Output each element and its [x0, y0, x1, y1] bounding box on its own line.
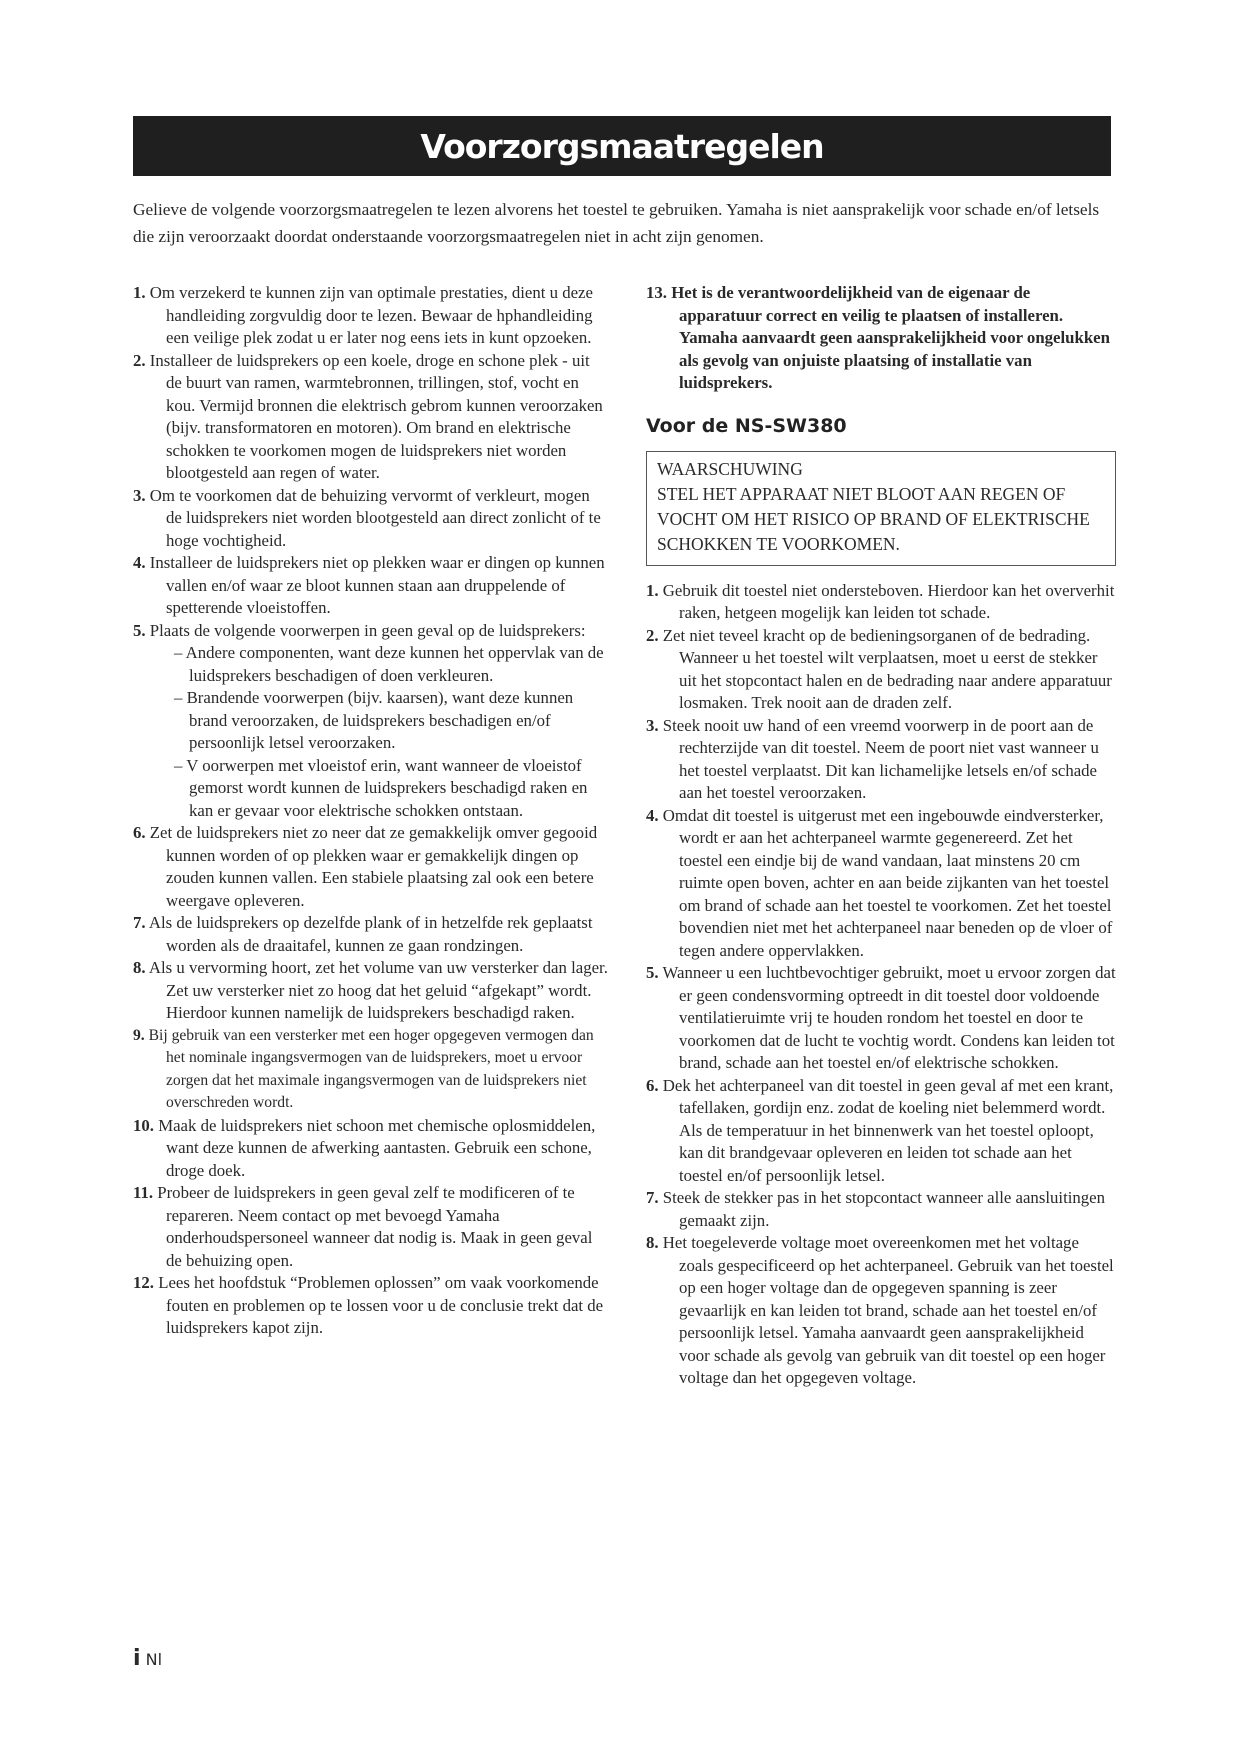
item-text: Wanneer u een luchtbevochtiger gebruikt, moet u ervoor zorgen dat er geen condensvorming optreedt in dit toestel door voldoende ventilatieruimte vrij te houden rondom het toestel en door te voorkomen dat de lucht te vochtig wordt. Condens kan leiden tot brand, schade aan het toestel en/of elektrische schokken. [662, 963, 1116, 1072]
list-item [133, 1025, 608, 1115]
item-text: Het toegeleverde voltage moet overeenkomen met het voltage zoals gespecificeerd op het achterpaneel. Gebruik van het toestel op een hoger voltage dan de opgegeven spanning is zeer gevaarlijk en kan leiden tot brand, schade aan het toestel en/of persoonlijk letsel. Yamaha aanvaardt geen aansprakelijkheid voor schade als gevolg van gebruik van dit toestel op een hoger voltage dan het opgegeven voltage. [662, 1233, 1114, 1387]
item-number: 7. [133, 913, 146, 932]
list-item [133, 552, 608, 620]
item-number: 11. [133, 1183, 154, 1202]
list-item [133, 620, 608, 643]
list-item [133, 282, 608, 350]
item-text: Zet niet teveel kracht op de bedieningsorganen of de bedrading. Wanneer u het toestel wilt verplaatsen, moet u eerst de stekker uit het stopcontact halen en de bedrading naar andere apparatuur losmaken. Trek nooit aan de draden zelf. [662, 625, 1112, 712]
item-number: 1. [133, 283, 146, 302]
item-number: 6. [133, 823, 146, 842]
warning-heading: WAARSCHUWING [657, 458, 803, 479]
item-number: 3. [133, 485, 146, 505]
list-item [646, 805, 1116, 963]
item-text: Als de luidsprekers op dezelfde plank of in hetzelfde rek geplaatst worden als de draaitafel, kunnen ze gaan rondzingen. [148, 913, 593, 955]
item-text: Lees het hoofdstuk “Problemen oplossen” om vaak voorkomende fouten en problemen op te lossen voor u de conclusie trekt dat de luidsprekers kapot zijn. [158, 1273, 604, 1337]
item-number: 8. [133, 958, 146, 977]
left-column [133, 282, 608, 1340]
list-item [133, 822, 608, 912]
list-item [646, 1075, 1116, 1188]
sub-item: – V oorwerpen met vloeistof erin, want wanneer de vloeistof gemorst wordt kunnen de luidsprekers beschadigd raken en kan er gevaar voor elektrische schokken ontstaan. [174, 755, 588, 820]
list-item [133, 1182, 608, 1272]
list-item [646, 580, 1116, 625]
list-item [646, 1187, 1116, 1232]
item-text: Installeer de luidsprekers op een koele, droge en schone plek - uit de buurt van ramen, warmtebronnen, trillingen, stof, vocht en kou. Vermijd bronnen die elektrisch gebrom kunnen veroorzaken (bijv. transformatoren en motoren). Om brand en elektrische schokken te voorkomen mogen de luidsprekers niet worden blootgesteld aan regen of water. [149, 350, 603, 482]
item-number: 1. [646, 580, 659, 600]
list-item [133, 1272, 608, 1340]
sub-item: – Brandende voorwerpen (bijv. kaarsen), want deze kunnen brand veroorzaken, de luidsprekers beschadigen en/of persoonlijk letsel veroorzaken. [174, 688, 574, 752]
item-text: Probeer de luidsprekers in geen geval zelf te modificeren of te repareren. Neem contact op met bevoegd Yamaha onderhoudspersoneel wanneer dat nodig is. Maak in geen geval de behuizing open. [157, 1183, 593, 1270]
list-item [133, 350, 608, 485]
item-text: Steek de stekker pas in het stopcontact wanneer alle aansluitingen gemaakt zijn. [662, 1188, 1106, 1230]
item-number: 12. [133, 1273, 154, 1292]
item-text: Installeer de luidsprekers niet op plekken waar er dingen op kunnen vallen en/of waar ze bloot kunnen staan aan druppelende of spetterende vloeistoffen. [149, 553, 605, 617]
item-number: 2. [646, 625, 659, 645]
item-number: 4. [133, 553, 146, 572]
page-number: i [133, 1646, 141, 1671]
warning-box [646, 451, 1116, 566]
item-text: Gebruik dit toestel niet ondersteboven. Hierdoor kan het oververhit raken, hetgeen mogelijk kan leiden tot schade. [662, 580, 1115, 622]
list-item [133, 912, 608, 957]
list-item [133, 1115, 608, 1183]
item-text: Maak de luidsprekers niet schoon met chemische oplosmiddelen, want deze kunnen de afwerking aantasten. Gebruik een schone, droge doek. [158, 1115, 596, 1180]
item-number: 5. [646, 963, 659, 982]
language-code: Nl [145, 1650, 163, 1669]
item-text: Het is de verantwoordelijkheid van de eigenaar de apparatuur correct en veilig te plaatsen of installeren. Yamaha aanvaardt geen aansprakelijkheid voor ongelukken als gevolg van onjuiste plaatsing of installatie van luidsprekers. [671, 283, 1110, 392]
list-item [646, 715, 1116, 805]
item-number: 13. [646, 283, 667, 302]
list-item [133, 485, 608, 553]
item-text: Zet de luidsprekers niet zo neer dat ze gemakkelijk omver gegooid kunnen worden of op plekken waar er gemakkelijk dingen op zouden kunnen vallen. Een stabiele plaatsing zal ook een betere weergave opleveren. [149, 823, 598, 910]
item-text: Steek nooit uw hand of een vreemd voorwerp in de poort aan de rechterzijde van dit toestel. Neem de poort niet vast wanneer u het toestel verplaatst. Dit kan lichamelijke letsels en/of schade aan het toestel veroorzaken. [662, 715, 1099, 802]
sub-item: – Andere componenten, want deze kunnen het oppervlak van de luidsprekers beschadigen of doen verkleuren. [174, 643, 604, 685]
item-number: 3. [646, 715, 659, 735]
item-text: Omdat dit toestel is uitgerust met een ingebouwde eindversterker, wordt er aan het achterpaneel warmte gegenereerd. Zet het toestel een eindje bij de wand vandaan, laat minstens 20 cm ruimte open boven, achter en aan beide zijkanten van het toestel om brand of schade aan het toestel te voorkomen. Zet het toestel bovendien niet met het achterpaneel naar beneden op de vloer of tegen andere oppervlakken. [662, 805, 1113, 960]
item-number: 5. [133, 620, 146, 640]
list-item [646, 1232, 1116, 1390]
list-item [646, 962, 1116, 1075]
list-item [646, 625, 1116, 715]
item-text: Dek het achterpaneel van dit toestel in geen geval af met een krant, tafellaken, gordijn enz. zodat de koeling niet belemmerd wordt. Als de temperatuur in het binnenwerk van het toestel oploopt, kan dit brandgevaar opleveren en leiden tot schade aan het toestel en/of persoonlijk letsel. [662, 1075, 1114, 1185]
list-item-bold [646, 282, 1116, 395]
right-column [646, 282, 1116, 1390]
page-footer [133, 1646, 162, 1671]
item-text: Bij gebruik van een versterker met een hoger opgegeven vermogen dan het nominale ingangsvermogen van de luidsprekers, moet u ervoor zorgen dat het maximale ingangsvermogen van de luidsprekers niet overschreden wordt. [148, 1026, 594, 1111]
item-number: 9. [133, 1026, 145, 1044]
section-heading: Voor de NS-SW380 [646, 414, 847, 437]
item-number: 8. [646, 1233, 659, 1252]
item-number: 6. [646, 1075, 659, 1095]
item-text: Om verzekerd te kunnen zijn van optimale prestaties, dient u deze handleiding zorgvuldig door te lezen. Bewaar de hphandleiding een veilige plek zodat u er later nog eens iets in kunt opzoeken. [149, 283, 593, 347]
page-title: Voorzorgsmaatregelen [133, 116, 1111, 176]
item-number: 4. [646, 805, 659, 825]
item-text: Plaats de volgende voorwerpen in geen geval op de luidsprekers: [149, 620, 586, 640]
item-number: 2. [133, 350, 146, 370]
item-text: Om te voorkomen dat de behuizing vervormt of verkleurt, mogen de luidsprekers niet worden blootgesteld aan direct zonlicht of te hoge vochtigheid. [149, 485, 601, 550]
warning-body: STEL HET APPARAAT NIET BLOOT AAN REGEN OF VOCHT OM HET RISICO OP BRAND OF ELEKTRISCHE SCHOKKEN TE VOORKOMEN. [657, 483, 1090, 554]
item-number: 10. [133, 1115, 154, 1135]
list-item [133, 957, 608, 1025]
intro-paragraph: Gelieve de volgende voorzorgsmaatregelen te lezen alvorens het toestel te gebruiken. Yamaha is niet aansprakelijk voor schade en/of letsels die zijn veroorzaakt doordat onderstaande voorzorgsmaatregelen niet in acht zijn genomen. [133, 200, 1100, 246]
item-text: Als u vervorming hoort, zet het volume van uw versterker dan lager. Zet uw versterker niet zo hoog dat het geluid “afgekapt” wordt. Hierdoor kunnen namelijk de luidsprekers beschadigd raken. [148, 958, 608, 1022]
item-number: 7. [646, 1188, 659, 1207]
